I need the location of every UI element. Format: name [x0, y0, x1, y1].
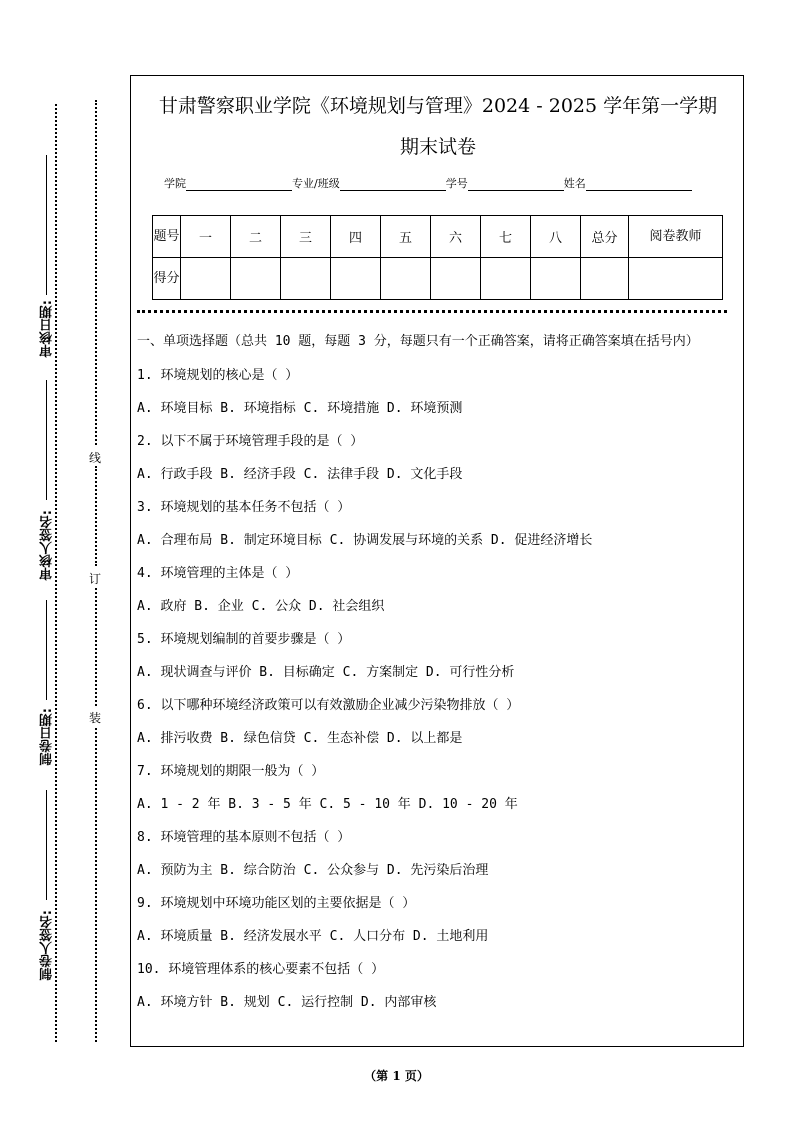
exam-subtitle: 期末试卷: [399, 136, 476, 158]
major-label: 专业/班级: [292, 177, 340, 190]
exam-frame: [130, 75, 744, 1047]
score-cell[interactable]: [531, 258, 581, 300]
col-header: 七: [481, 216, 531, 258]
question-text: 8. 环境管理的基本原则不包括（ ）: [137, 830, 351, 845]
question-text: 7. 环境规划的期限一般为（ ）: [137, 764, 325, 779]
question-options: A. 1 - 2 年 B. 3 - 5 年 C. 5 - 10 年 D. 10 - 20 年: [137, 797, 518, 812]
section-title: 一、单项选择题（总共 10 题，每题 3 分，每题只有一个正确答案，请将正确答案填在括号内）: [137, 334, 699, 349]
score-cell[interactable]: [281, 258, 331, 300]
reviewer-sign-label: 审核人签名:: [40, 510, 55, 581]
question-options: A. 环境方针 B. 规划 C. 运行控制 D. 内部审核: [137, 995, 437, 1010]
question-text: 3. 环境规划的基本任务不包括（ ）: [137, 500, 351, 515]
col-header: 二: [231, 216, 281, 258]
name-field[interactable]: [586, 178, 692, 191]
question-options: A. 环境质量 B. 经济发展水平 C. 人口分布 D. 土地利用: [137, 929, 489, 944]
maker-sign-label: 制卷人签名:: [40, 910, 55, 981]
college-label: 学院: [164, 177, 186, 190]
binding-dotted-line: [95, 100, 97, 445]
question-options: A. 环境目标 B. 环境指标 C. 环境措施 D. 环境预测: [137, 401, 463, 416]
question-text: 2. 以下不属于环境管理手段的是（ ）: [137, 434, 364, 449]
score-cell[interactable]: [181, 258, 231, 300]
question-text: 1. 环境规划的核心是（ ）: [137, 368, 299, 383]
col-header: 八: [531, 216, 581, 258]
reviewer-sign-line: [46, 380, 47, 500]
score-table-header-row: [153, 216, 723, 258]
score-cell-reviewer[interactable]: [629, 258, 723, 300]
binding-staple-char: 装: [89, 711, 102, 725]
question-options: A. 排污收费 B. 绿色信贷 C. 生态补偿 D. 以上都是: [137, 731, 463, 746]
col-header: 一: [181, 216, 231, 258]
score-table-score-row: [153, 258, 723, 300]
exam-title: 甘肃警察职业学院《环境规划与管理》2024 - 2025 学年第一学期: [158, 95, 718, 117]
score-row-head-score: 得分: [153, 258, 181, 300]
question-text: 4. 环境管理的主体是（ ）: [137, 566, 299, 581]
score-cell-total[interactable]: [581, 258, 629, 300]
score-row-head-question: 题号: [153, 216, 181, 258]
question-text: 6. 以下哪种环境经济政策可以有效激励企业减少污染物排放（ ）: [137, 698, 520, 713]
score-cell[interactable]: [331, 258, 381, 300]
question-list: [137, 331, 737, 1019]
binding-dotted-line: [95, 466, 97, 566]
page-number: （第 1 页）: [364, 1069, 429, 1083]
question-options: A. 现状调查与评价 B. 目标确定 C. 方案制定 D. 可行性分析: [137, 665, 515, 680]
cut-dotted-line: [55, 104, 57, 1042]
col-header: 五: [381, 216, 431, 258]
question-options: A. 合理布局 B. 制定环境目标 C. 协调发展与环境的关系 D. 促进经济增长: [137, 533, 593, 548]
make-date-label: 制卷日期:: [40, 708, 55, 766]
score-cell[interactable]: [381, 258, 431, 300]
col-header-total: 总分: [581, 216, 629, 258]
student-id-label: 学号: [445, 177, 468, 190]
student-info-row: [164, 175, 724, 191]
name-label: 姓名: [563, 177, 586, 190]
score-table: [152, 215, 723, 300]
score-cell[interactable]: [481, 258, 531, 300]
question-options: A. 政府 B. 企业 C. 公众 D. 社会组织: [137, 599, 385, 614]
section-separator: [137, 310, 727, 313]
score-cell[interactable]: [431, 258, 481, 300]
student-id-field[interactable]: [468, 178, 564, 191]
question-options: A. 预防为主 B. 综合防治 C. 公众参与 D. 先污染后治理: [137, 863, 489, 878]
col-header: 六: [431, 216, 481, 258]
col-header: 三: [281, 216, 331, 258]
maker-sign-line: [46, 790, 47, 900]
major-field[interactable]: [340, 178, 446, 191]
review-date-label: 审核日期:: [40, 300, 55, 358]
binding-bind-char: 订: [89, 572, 102, 586]
make-date-line: [46, 600, 47, 700]
review-date-line: [46, 155, 47, 295]
binding-line-char: 线: [89, 451, 102, 465]
question-options: A. 行政手段 B. 经济手段 C. 法律手段 D. 文化手段: [137, 467, 463, 482]
col-header-reviewer: 阅卷教师: [629, 216, 723, 258]
question-text: 10. 环境管理体系的核心要素不包括（ ）: [137, 962, 385, 977]
score-cell[interactable]: [231, 258, 281, 300]
binding-dotted-line: [95, 588, 97, 706]
binding-dotted-line: [95, 728, 97, 1042]
college-field[interactable]: [186, 178, 292, 191]
question-text: 5. 环境规划编制的首要步骤是（ ）: [137, 632, 351, 647]
col-header: 四: [331, 216, 381, 258]
question-text: 9. 环境规划中环境功能区划的主要依据是（ ）: [137, 896, 416, 911]
